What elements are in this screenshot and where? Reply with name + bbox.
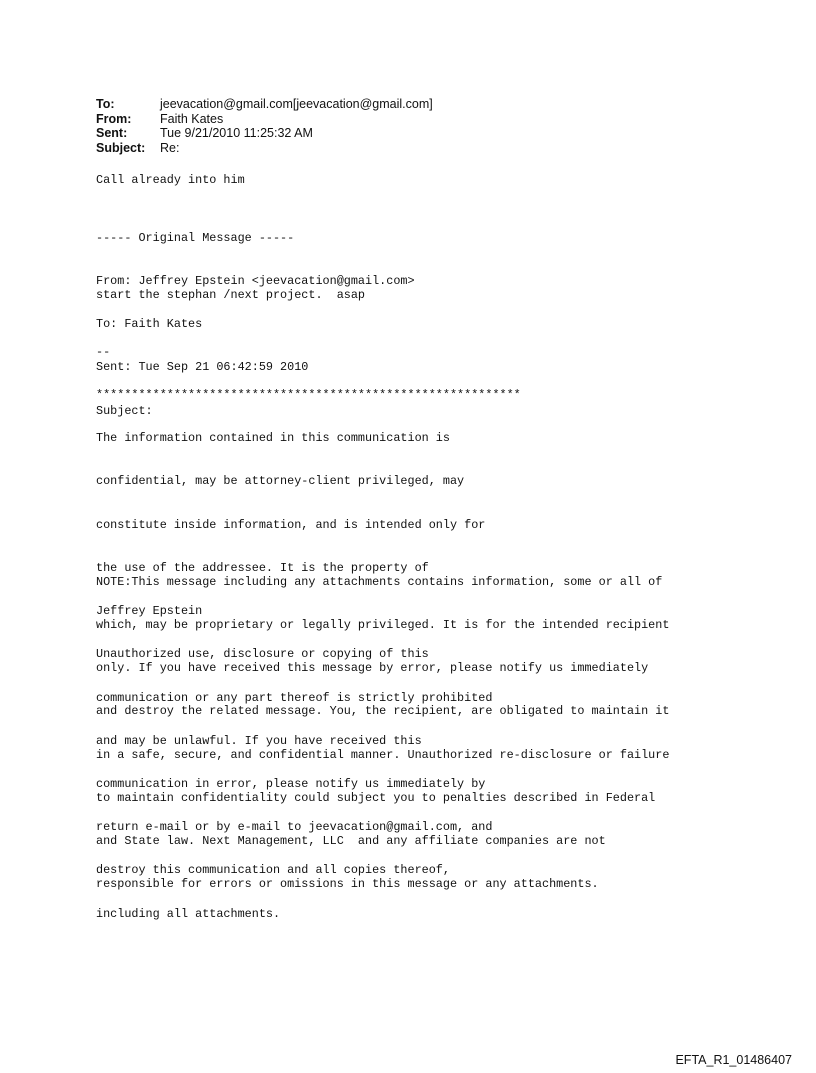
signature-line: Unauthorized use, disclosure or copying of this [96, 647, 429, 662]
subject-label: Subject: [96, 140, 146, 155]
original-from-line: From: Jeffrey Epstein <jeevacation@gmail.com> [96, 274, 415, 289]
original-message-body: start the stephan /next project. asap [96, 288, 366, 302]
note-line: in a safe, secure, and confidential manner. Unauthorized re-disclosure or failure [96, 747, 670, 762]
from-value: Faith Kates [160, 111, 224, 126]
signature-line: The information contained in this communication is [96, 431, 450, 446]
note-line: to maintain confidentiality could subject you to penalties described in Federal [96, 790, 656, 805]
to-value: jeevacation@gmail.com[jeevacation@gmail.com] [160, 97, 433, 111]
signature-line: communication or any part thereof is strictly prohibited [96, 690, 493, 705]
original-to-line: To: Faith Kates [96, 317, 203, 332]
reply-text: Call already into him [96, 173, 245, 187]
signature-line: including all attachments. [96, 906, 281, 921]
signature-line: communication in error, please notify us immediately by [96, 777, 486, 791]
signature-dashes: -- [96, 344, 111, 359]
signature-stars: ************************************************************ [96, 388, 521, 403]
sent-value: Tue 9/21/2010 11:25:32 AM [160, 126, 313, 140]
subject-row [96, 141, 433, 156]
note-line: only. If you have received this message by error, please notify us immediately [96, 661, 649, 676]
note-line: and destroy the related message. You, the recipient, are obligated to maintain it [96, 704, 670, 719]
to-label: To: [96, 97, 115, 111]
signature-line: Jeffrey Epstein [96, 604, 203, 619]
original-sent-line: Sent: Tue Sep 21 06:42:59 2010 [96, 360, 309, 375]
note-line: and State law. Next Management, LLC and any affiliate companies are not [96, 834, 606, 849]
signature-line: confidential, may be attorney-client privileged, may [96, 474, 465, 489]
signature-line: return e-mail or by e-mail to jeevacation@gmail.com, and [96, 820, 493, 835]
signature-line: and may be unlawful. If you have received this [96, 733, 422, 748]
signature-line: constitute inside information, and is intended only for [96, 517, 486, 532]
from-label: From: [96, 111, 132, 126]
to-row [96, 97, 433, 112]
original-subject-line: Subject: [96, 403, 153, 418]
legal-note [96, 546, 669, 906]
sent-row [96, 126, 433, 141]
note-line: responsible for errors or omissions in this message or any attachments. [96, 877, 599, 892]
from-row [96, 112, 433, 127]
document-id: EFTA_R1_01486407 [675, 1053, 792, 1067]
note-line: which, may be proprietary or legally privileged. It is for the intended recipient [96, 618, 670, 633]
sent-label: Sent: [96, 126, 128, 140]
original-message-separator: ----- Original Message ----- [96, 230, 295, 245]
email-header [96, 97, 433, 155]
note-line: NOTE:This message including any attachments contains information, some or all of [96, 574, 663, 589]
signature-line: destroy this communication and all copies thereof, [96, 863, 450, 878]
subject-value: Re: [160, 140, 180, 155]
signature-line: the use of the addressee. It is the property of [96, 560, 429, 575]
